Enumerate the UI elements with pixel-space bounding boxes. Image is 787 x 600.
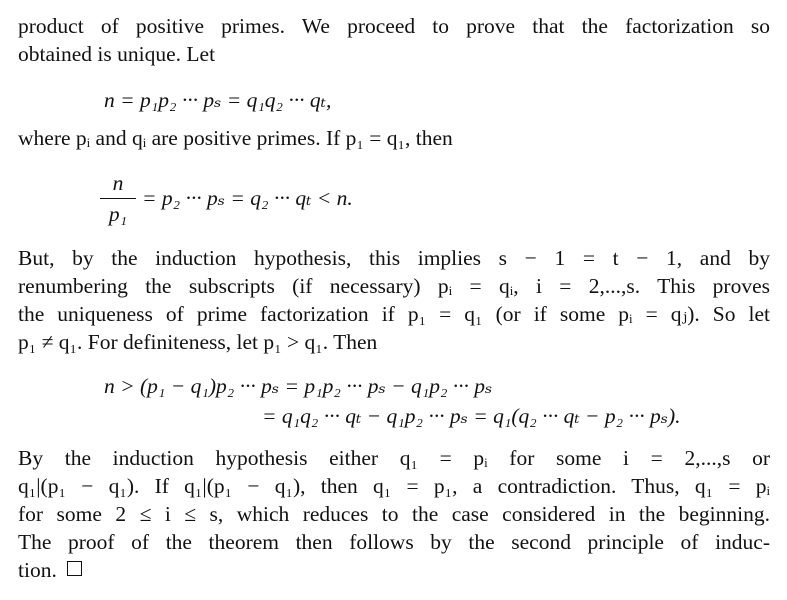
fraction-bar [100,198,136,199]
equation-inequality-line1: n > (p₁ − q₁)p₂ ··· pₛ = p₁p₂ ··· pₛ − q₁p₂ ··· pₛ [104,374,493,398]
para4-line3: for some 2 ≤ i ≤ s, which reduces to the case considered in the beginning. [18,502,770,526]
para4-line5-text: tion. [18,558,57,582]
para4-line2: q₁|(p₁ − q₁). If q₁|(p₁ − q₁), then q₁ = p₁, a contradiction. Thus, q₁ = pᵢ [18,474,770,498]
para4-line4: The proof of the theorem then follows by the second principle of induc- [18,530,770,554]
para2-line: where pᵢ and qᵢ are positive primes. If p₁ = q₁, then [18,126,453,150]
equation-inequality-line2: = q₁q₂ ··· qₜ − q₁p₂ ··· pₛ = q₁(q₂ ··· qₜ − p₂ ··· pₛ). [262,404,681,428]
para3-line4: p₁ ≠ q₁. For definiteness, let p₁ > q₁. Then [18,330,378,354]
para4-line1: By the induction hypothesis either q₁ = pᵢ for some i = 2,...,s or [18,446,770,470]
para1-line1: product of positive primes. We proceed to prove that the factorization so [18,14,770,38]
fraction-denominator: p₁ [108,202,128,226]
para3-line2: renumbering the subscripts (if necessary) pᵢ = qᵢ, i = 2,...,s. This proves [18,274,770,298]
equation-quotient: = p₂ ··· pₛ = q₂ ··· qₜ < n. [142,186,353,210]
equation-factorization: n = p₁p₂ ··· pₛ = q₁q₂ ··· qₜ, [104,88,332,112]
fraction-numerator: n [112,171,124,195]
para4-line5 [18,556,770,584]
para3-line3: the uniqueness of prime factorization if p₁ = q₁ (or if some pᵢ = qⱼ). So let [18,302,770,326]
para1-line2: obtained is unique. Let [18,42,216,66]
para3-line1: But, by the induction hypothesis, this implies s − 1 = t − 1, and by [18,246,770,270]
qed-square-icon [67,561,82,576]
fraction-n-over-p1 [100,170,136,227]
